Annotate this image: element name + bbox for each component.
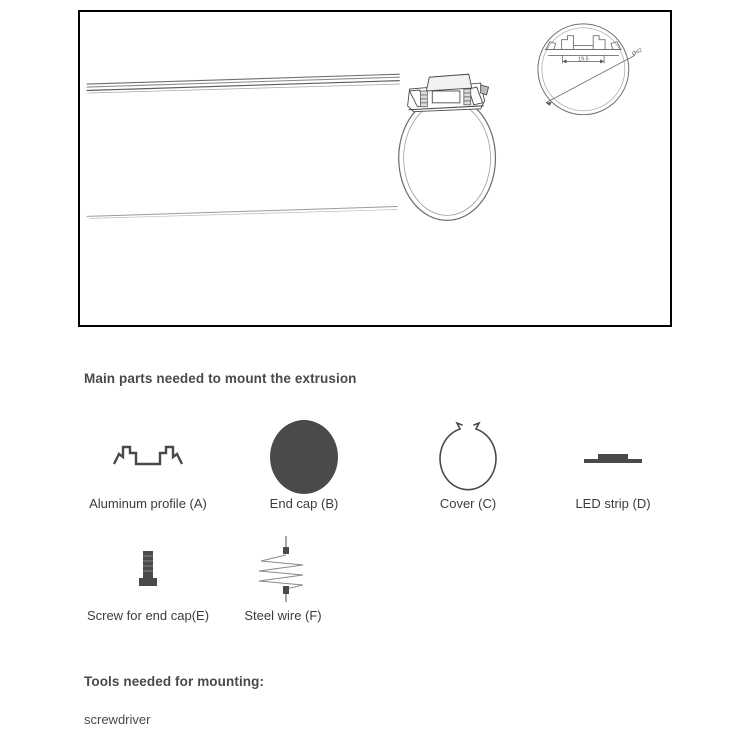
tool-item-screwdriver: screwdriver	[84, 712, 151, 727]
part-label-end-cap: End cap (B)	[269, 496, 339, 511]
part-item-led-strip	[546, 418, 680, 512]
section-width-dimension: 19.5	[578, 56, 589, 63]
steel-wire-icon	[253, 534, 313, 604]
cover-figure	[390, 418, 546, 496]
main-parts-heading: Main parts needed to mount the extrusion	[84, 371, 357, 386]
cover-icon	[435, 420, 501, 494]
part-item-end-cap	[228, 418, 380, 512]
technical-drawing-frame	[78, 10, 672, 327]
aluminum-profile-figure	[60, 418, 236, 496]
part-item-screw	[60, 530, 236, 624]
part-label-steel-wire: Steel wire (F)	[244, 608, 322, 623]
aluminum-profile-icon	[108, 440, 188, 474]
led-strip-figure	[546, 418, 680, 496]
end-cap-icon	[270, 420, 338, 494]
part-label-screw: Screw for end cap(E)	[86, 608, 210, 623]
screw-icon	[131, 545, 165, 593]
screw-figure	[60, 530, 236, 608]
steel-wire-figure	[228, 530, 338, 608]
end-cap-figure	[228, 418, 380, 496]
part-item-cover	[390, 418, 546, 512]
tools-heading: Tools needed for mounting:	[84, 674, 265, 689]
part-label-led-strip: LED strip (D)	[575, 496, 651, 511]
part-label-aluminum-profile: Aluminum profile (A)	[89, 496, 207, 511]
extrusion-body-lines	[87, 74, 400, 218]
part-item-aluminum-profile	[60, 418, 236, 512]
part-item-steel-wire	[228, 530, 338, 624]
extrusion-drawing	[80, 12, 670, 325]
extrusion-end-ellipse	[399, 96, 496, 220]
section-diameter-dimension: Ø42	[631, 47, 644, 58]
led-strip-icon	[578, 447, 648, 467]
part-label-cover: Cover (C)	[439, 496, 497, 511]
mounting-bracket-detail	[408, 74, 489, 112]
cross-section-detail	[538, 24, 635, 115]
